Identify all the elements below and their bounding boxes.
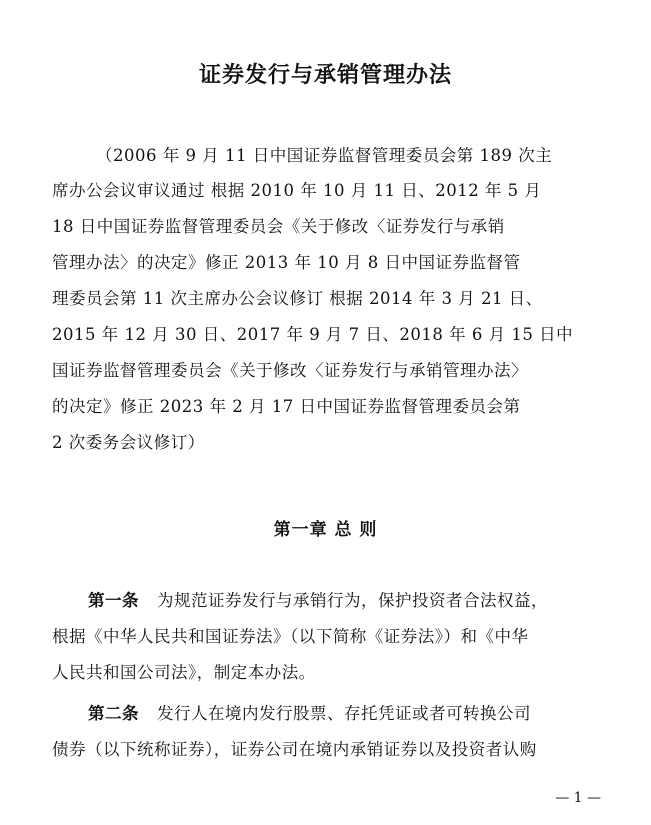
preamble-line: 2015 年 12 月 30 日、2017 年 9 月 7 日、2018 年 6 月 15 日中 <box>52 325 574 344</box>
preamble-line: 的决定》修正 2023 年 2 月 17 日中国证券监督管理委员会第 <box>52 397 521 416</box>
chapter-title: 第一章 总 则 <box>273 520 378 540</box>
preamble-line: 国证券监督管理委员会《关于修改〈证券发行与承销管理办法〉 <box>52 361 528 380</box>
article-heading: 第二条 <box>88 704 139 723</box>
article-text: 为规范证券发行与承销行为，保护投资者合法权益， <box>157 591 548 610</box>
preamble-line: 2 次委务会议修订） <box>52 433 205 452</box>
article-line: 人民共和国公司法》，制定本办法。 <box>52 663 316 682</box>
page-number: — 1 — <box>555 790 601 806</box>
preamble-line: （2006 年 9 月 11 日中国证券监督管理委员会第 189 次主 <box>96 146 553 165</box>
article-paragraph <box>88 590 648 612</box>
preamble-line: 18 日中国证券监督管理委员会《关于修改〈证券发行与承销 <box>52 217 505 236</box>
article-text: 发行人在境内发行股票、存托凭证或者可转换公司 <box>157 704 531 723</box>
article-paragraph <box>88 703 648 725</box>
preamble-line: 席办公会议审议通过 根据 2010 年 10 月 11 日、2012 年 5 月 <box>52 181 542 200</box>
preamble-line: 理委员会第 11 次主席办公会议修订 根据 2014 年 3 月 21 日、 <box>52 289 543 308</box>
preamble-line: 管理办法〉的决定》修正 2013 年 10 月 8 日中国证券监督管 <box>52 253 521 272</box>
article-line: 债券（以下统称证券），证券公司在境内承销证券以及投资者认购 <box>52 740 537 759</box>
article-line: 根据《中华人民共和国证券法》（以下简称《证券法》）和《中华 <box>52 627 529 646</box>
document-title: 证券发行与承销管理办法 <box>198 62 452 88</box>
article-heading: 第一条 <box>88 591 139 610</box>
